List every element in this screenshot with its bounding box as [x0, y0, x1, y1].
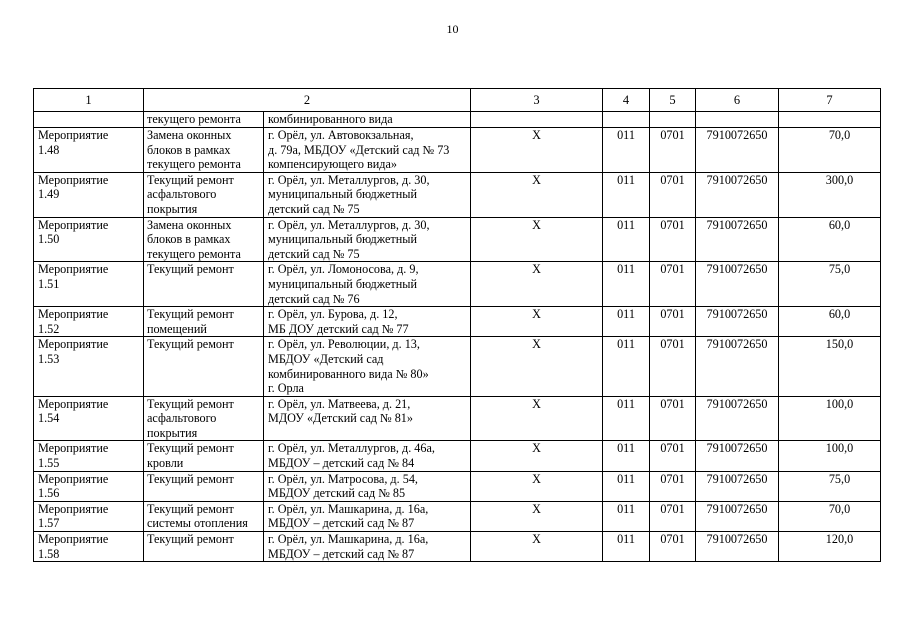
table-row [34, 501, 881, 531]
cell-col6: 7910072650 [696, 262, 779, 307]
cell-col7: 60,0 [779, 307, 881, 337]
cell-col6: 7910072650 [696, 396, 779, 441]
cell-col5: 0701 [650, 307, 696, 337]
cell-col5: 0701 [650, 262, 696, 307]
cell-col5: 0701 [650, 501, 696, 531]
table-row [34, 172, 881, 217]
cell-col3: X [471, 471, 603, 501]
header-col-4: 4 [603, 89, 650, 112]
cell-col6: 7910072650 [696, 471, 779, 501]
cell-col5: 0701 [650, 471, 696, 501]
cell-address: г. Орёл, ул. Матвеева, д. 21, МДОУ «Детский сад № 81» [264, 396, 471, 441]
cell-name: Текущий ремонт [144, 532, 264, 562]
cell-col3 [471, 112, 603, 128]
cell-address: комбинированного вида [264, 112, 471, 128]
page-number: 10 [446, 22, 459, 36]
cell-col5: 0701 [650, 128, 696, 173]
cell-col3: X [471, 396, 603, 441]
cell-address: г. Орёл, ул. Машкарина, д. 16а, МБДОУ – детский сад № 87 [264, 532, 471, 562]
table-row [34, 262, 881, 307]
budget-table [33, 88, 881, 562]
cell-col7: 75,0 [779, 262, 881, 307]
cell-id: Мероприятие 1.48 [34, 128, 144, 173]
cell-col3: X [471, 337, 603, 396]
cell-address: г. Орёл, ул. Металлургов, д. 30, муниципальный бюджетный детский сад № 75 [264, 217, 471, 262]
cell-col5: 0701 [650, 532, 696, 562]
cell-col6: 7910072650 [696, 337, 779, 396]
cell-name: Текущий ремонт [144, 262, 264, 307]
cell-name: Текущий ремонт асфальтового покрытия [144, 172, 264, 217]
cell-name: Текущий ремонт помещений [144, 307, 264, 337]
cell-col4: 011 [603, 128, 650, 173]
cell-col3: X [471, 532, 603, 562]
cell-col5: 0701 [650, 441, 696, 471]
cell-id: Мероприятие 1.50 [34, 217, 144, 262]
cell-name: Текущий ремонт [144, 337, 264, 396]
cell-col7: 70,0 [779, 501, 881, 531]
cell-col5 [650, 112, 696, 128]
cell-col3: X [471, 217, 603, 262]
cell-col4: 011 [603, 532, 650, 562]
cell-col4: 011 [603, 217, 650, 262]
cell-col3: X [471, 501, 603, 531]
table-row [34, 337, 881, 396]
table-row [34, 532, 881, 562]
cell-col7: 300,0 [779, 172, 881, 217]
cell-col6: 7910072650 [696, 501, 779, 531]
cell-col7: 100,0 [779, 396, 881, 441]
header-row [34, 89, 881, 112]
cell-col6: 7910072650 [696, 441, 779, 471]
table-row [34, 217, 881, 262]
cell-col7: 100,0 [779, 441, 881, 471]
cell-id: Мероприятие 1.51 [34, 262, 144, 307]
cell-id: Мероприятие 1.56 [34, 471, 144, 501]
table-row [34, 128, 881, 173]
cell-col3: X [471, 441, 603, 471]
cell-col7: 75,0 [779, 471, 881, 501]
cell-id [34, 112, 144, 128]
cell-address: г. Орёл, ул. Бурова, д. 12, МБ ДОУ детский сад № 77 [264, 307, 471, 337]
table-row-continuation [34, 112, 881, 128]
cell-col4: 011 [603, 172, 650, 217]
cell-name: Замена оконных блоков в рамках текущего ремонта [144, 217, 264, 262]
cell-col4: 011 [603, 307, 650, 337]
cell-col4: 011 [603, 501, 650, 531]
header-col-5: 5 [650, 89, 696, 112]
cell-address: г. Орёл, ул. Ломоносова, д. 9, муниципальный бюджетный детский сад № 76 [264, 262, 471, 307]
cell-col3: X [471, 262, 603, 307]
cell-col7: 70,0 [779, 128, 881, 173]
cell-col6: 7910072650 [696, 532, 779, 562]
cell-col6 [696, 112, 779, 128]
header-col-6: 6 [696, 89, 779, 112]
cell-address: г. Орёл, ул. Металлургов, д. 30, муниципальный бюджетный детский сад № 75 [264, 172, 471, 217]
cell-col5: 0701 [650, 172, 696, 217]
table-row [34, 307, 881, 337]
cell-name: Текущий ремонт системы отопления [144, 501, 264, 531]
cell-col3: X [471, 307, 603, 337]
cell-col5: 0701 [650, 396, 696, 441]
cell-col4 [603, 112, 650, 128]
cell-address: г. Орёл, ул. Металлургов, д. 46а, МБДОУ – детский сад № 84 [264, 441, 471, 471]
cell-col6: 7910072650 [696, 307, 779, 337]
cell-address: г. Орёл, ул. Автовокзальная, д. 79а, МБДОУ «Детский сад № 73 компенсирующего вида» [264, 128, 471, 173]
header-col-2: 2 [144, 89, 471, 112]
header-col-3: 3 [471, 89, 603, 112]
cell-address: г. Орёл, ул. Революции, д. 13, МБДОУ «Детский сад комбинированного вида № 80» г. Орла [264, 337, 471, 396]
cell-id: Мероприятие 1.53 [34, 337, 144, 396]
cell-col4: 011 [603, 337, 650, 396]
header-col-7: 7 [779, 89, 881, 112]
cell-col6: 7910072650 [696, 172, 779, 217]
cell-col6: 7910072650 [696, 128, 779, 173]
cell-name: текущего ремонта [144, 112, 264, 128]
cell-id: Мероприятие 1.57 [34, 501, 144, 531]
cell-col3: X [471, 172, 603, 217]
table-header [34, 89, 881, 112]
cell-col3: X [471, 128, 603, 173]
cell-id: Мероприятие 1.58 [34, 532, 144, 562]
cell-name: Текущий ремонт [144, 471, 264, 501]
cell-col7 [779, 112, 881, 128]
cell-address: г. Орёл, ул. Машкарина, д. 16а, МБДОУ – детский сад № 87 [264, 501, 471, 531]
cell-id: Мероприятие 1.52 [34, 307, 144, 337]
cell-name: Текущий ремонт кровли [144, 441, 264, 471]
cell-col5: 0701 [650, 337, 696, 396]
cell-col6: 7910072650 [696, 217, 779, 262]
cell-col7: 60,0 [779, 217, 881, 262]
cell-id: Мероприятие 1.49 [34, 172, 144, 217]
cell-col7: 120,0 [779, 532, 881, 562]
cell-col4: 011 [603, 396, 650, 441]
header-col-1: 1 [34, 89, 144, 112]
table-row [34, 396, 881, 441]
cell-col5: 0701 [650, 217, 696, 262]
cell-id: Мероприятие 1.55 [34, 441, 144, 471]
cell-address: г. Орёл, ул. Матросова, д. 54, МБДОУ детский сад № 85 [264, 471, 471, 501]
cell-col4: 011 [603, 471, 650, 501]
cell-col4: 011 [603, 262, 650, 307]
cell-name: Текущий ремонт асфальтового покрытия [144, 396, 264, 441]
cell-col4: 011 [603, 441, 650, 471]
table-body [34, 112, 881, 562]
cell-name: Замена оконных блоков в рамках текущего ремонта [144, 128, 264, 173]
cell-col7: 150,0 [779, 337, 881, 396]
cell-id: Мероприятие 1.54 [34, 396, 144, 441]
table-row [34, 471, 881, 501]
table-row [34, 441, 881, 471]
